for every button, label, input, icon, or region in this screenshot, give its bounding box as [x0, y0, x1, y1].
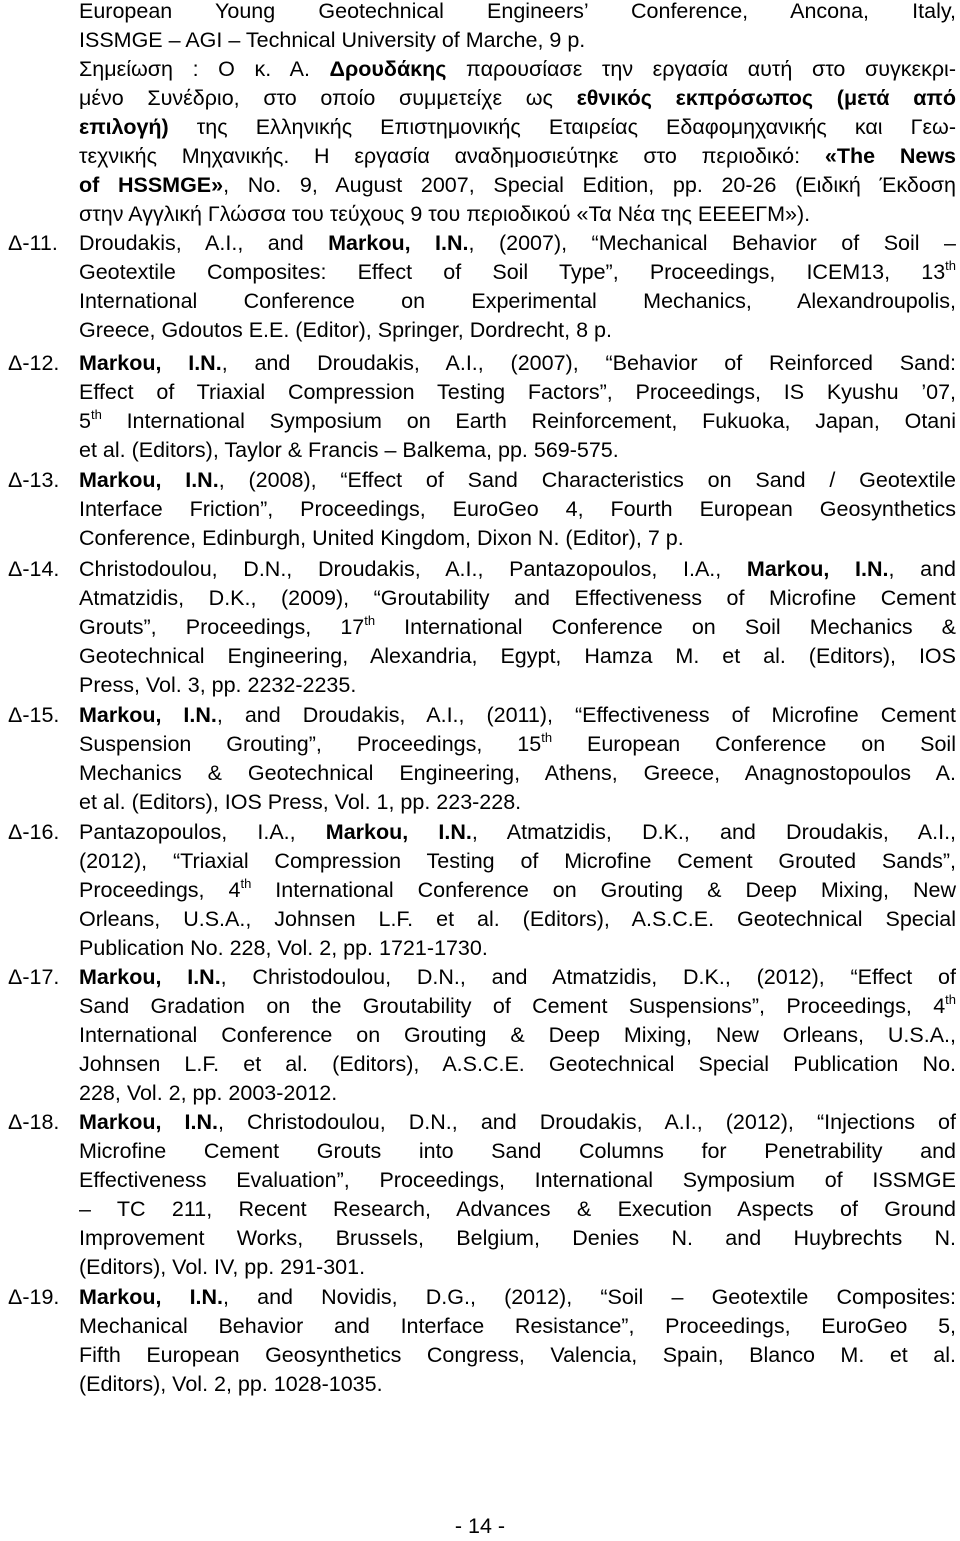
- entry-label: Δ-11.: [8, 231, 58, 255]
- text-line: ISSMGE – AGI – Technical University of Marche, 9 p.: [79, 28, 586, 52]
- text-line: Mechanical Behavior and Interface Resistance”, Proceedings, EuroGeo 5,: [79, 1314, 956, 1338]
- text-line: στην Αγγλική Γλώσσα του τεύχους 9 του περιοδικού «Τα Νέα της ΕΕΕΕΓΜ»).: [79, 202, 811, 226]
- text-line: European Young Geotechnical Engineers’ Conference, Ancona, Italy,: [79, 0, 956, 23]
- text-line: Markou, I.N., and Droudakis, A.I., (2007), “Behavior of Reinforced Sand:: [79, 351, 956, 375]
- text-line: Pantazopoulos, I.A., Markou, I.N., Atmatzidis, D.K., and Droudakis, A.I.,: [79, 820, 957, 844]
- text-line: Effectiveness Evaluation”, Proceedings, International Symposium of ISSMGE: [79, 1168, 956, 1192]
- text-line: Σημείωση : Ο κ. Α. Δρουδάκης παρουσίασε την εργασία αυτή στο συγκεκρι-: [79, 57, 956, 81]
- text-line: Geotextile Composites: Effect of Soil Type”, Proceedings, ICEM13, 13th: [79, 258, 956, 284]
- text-line: 5th International Symposium on Earth Reinforcement, Fukuoka, Japan, Otani: [79, 407, 956, 433]
- text-line: Improvement Works, Brussels, Belgium, Denies N. and Huybrechts N.: [79, 1226, 956, 1250]
- text-line: Suspension Grouting”, Proceedings, 15th European Conference on Soil: [79, 730, 956, 756]
- text-line: et al. (Editors), Taylor & Francis – Balkema, pp. 569-575.: [79, 438, 619, 462]
- text-line: Effect of Triaxial Compression Testing Factors”, Proceedings, IS Kyushu ’07,: [79, 380, 956, 404]
- text-line: Markou, I.N., Christodoulou, D.N., and Atmatzidis, D.K., (2012), “Effect of: [79, 965, 956, 989]
- text-line: (Editors), Vol. IV, pp. 291-301.: [79, 1255, 366, 1279]
- text-line: Sand Gradation on the Groutability of Cement Suspensions”, Proceedings, 4th: [79, 992, 956, 1018]
- text-line: Fifth European Geosynthetics Congress, Valencia, Spain, Blanco M. et al.: [79, 1343, 956, 1367]
- entry-label: Δ-19.: [8, 1285, 60, 1309]
- text-line: (Editors), Vol. 2, pp. 1028-1035.: [79, 1372, 383, 1396]
- text-line: Geotechnical Engineering, Alexandria, Egypt, Hamza M. et al. (Editors), IOS: [79, 644, 956, 668]
- entry-label: Δ-17.: [8, 965, 60, 989]
- text-line: of HSSMGE», No. 9, August 2007, Special Edition, pp. 20-26 (Ειδική Έκδοση: [79, 173, 957, 197]
- text-line: International Conference on Experimental Mechanics, Alexandroupolis,: [79, 289, 956, 313]
- text-line: 228, Vol. 2, pp. 2003-2012.: [79, 1081, 338, 1105]
- text-line: Interface Friction”, Proceedings, EuroGeo 4, Fourth European Geosynthetics: [79, 497, 956, 521]
- text-line: Johnsen L.F. et al. (Editors), A.S.C.E. Geotechnical Special Publication No.: [79, 1052, 956, 1076]
- text-line: Publication No. 228, Vol. 2, pp. 1721-1730.: [79, 936, 488, 960]
- text-line: Microfine Cement Grouts into Sand Columns for Penetrability and: [79, 1139, 956, 1163]
- text-line: Markou, I.N., Christodoulou, D.N., and Droudakis, A.I., (2012), “Injections of: [79, 1110, 956, 1134]
- text-line: Christodoulou, D.N., Droudakis, A.I., Pantazopoulos, I.A., Markou, I.N., and: [79, 557, 956, 581]
- text-line: et al. (Editors), IOS Press, Vol. 1, pp. 223-228.: [79, 790, 522, 814]
- text-line: Markou, I.N., and Novidis, D.G., (2012), “Soil – Geotextile Composites:: [79, 1285, 957, 1309]
- text-line: Press, Vol. 3, pp. 2232-2235.: [79, 673, 357, 697]
- text-line: μένο Συνέδριο, στο οποίο συμμετείχε ως εθνικός εκπρόσωπος (μετά από: [79, 86, 957, 110]
- text-line: τεχνικής Μηχανικής. Η εργασία αναδημοσιεύτηκε στο περιοδικό: «The News: [79, 144, 956, 168]
- text-line: επιλογή) της Ελληνικής Επιστημονικής Εταιρείας Εδαφομηχανικής και Γεω-: [79, 115, 956, 139]
- text-line: Atmatzidis, D.K., (2009), “Groutability and Effectiveness of Microfine Cement: [79, 586, 956, 610]
- text-line: Greece, Gdoutos E.E. (Editor), Springer, Dordrecht, 8 p.: [79, 318, 612, 342]
- text-line: – TC 211, Recent Research, Advances & Execution Aspects of Ground: [79, 1197, 956, 1221]
- entry-label: Δ-13.: [8, 468, 60, 492]
- entry-label: Δ-18.: [8, 1110, 60, 1134]
- text-line: Droudakis, A.I., and Markou, I.N., (2007), “Mechanical Behavior of Soil –: [79, 231, 956, 255]
- text-line: Grouts”, Proceedings, 17th International Conference on Soil Mechanics &: [79, 613, 956, 639]
- text-line: Orleans, U.S.A., Johnsen L.F. et al. (Editors), A.S.C.E. Geotechnical Special: [79, 907, 956, 931]
- text-line: Mechanics & Geotechnical Engineering, Athens, Greece, Anagnostopoulos A.: [79, 761, 956, 785]
- text-line: Markou, I.N., (2008), “Effect of Sand Characteristics on Sand / Geotextile: [79, 468, 956, 492]
- entry-label: Δ-14.: [8, 557, 60, 581]
- text-line: (2012), “Triaxial Compression Testing of Microfine Cement Grouted Sands”,: [79, 849, 956, 873]
- text-line: Proceedings, 4th International Conference on Grouting & Deep Mixing, New: [79, 876, 956, 902]
- text-line: Markou, I.N., and Droudakis, A.I., (2011), “Effectiveness of Microfine Cement: [79, 703, 956, 727]
- page-number: - 14 -: [454, 1514, 506, 1538]
- text-line: International Conference on Grouting & Deep Mixing, New Orleans, U.S.A.,: [79, 1023, 956, 1047]
- entry-label: Δ-12.: [8, 351, 60, 375]
- entry-label: Δ-16.: [8, 820, 60, 844]
- text-line: Conference, Edinburgh, United Kingdom, Dixon N. (Editor), 7 p.: [79, 526, 684, 550]
- entry-label: Δ-15.: [8, 703, 60, 727]
